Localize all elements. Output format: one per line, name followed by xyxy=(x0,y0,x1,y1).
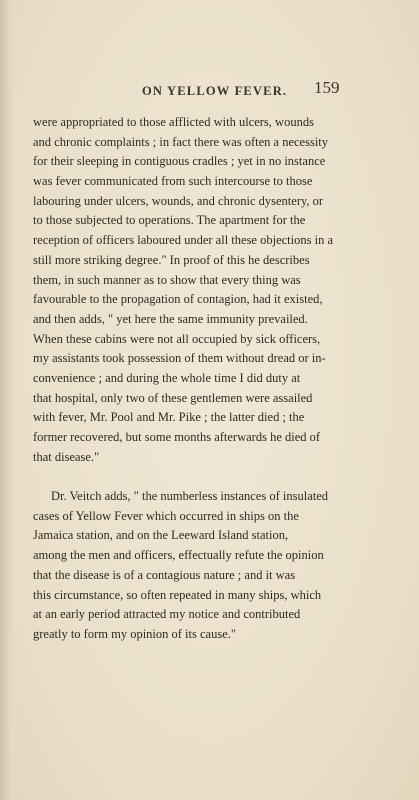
text-line: were appropriated to those afflicted with ulcers, wounds xyxy=(33,115,314,129)
text-line: and then adds, " yet here the same immunity prevailed. xyxy=(33,311,308,326)
text-line: and chronic complaints ; in fact there was often a necessity xyxy=(33,134,329,149)
text-line: labouring under ulcers, wounds, and chronic dysentery, or xyxy=(33,193,324,208)
text-line: greatly to form my opinion of its cause." xyxy=(33,626,236,641)
text-line: former recovered, but some months afterwards he died of xyxy=(33,430,321,444)
text-line: among the men and officers, effectually refute the opinion xyxy=(33,548,324,563)
text-line: favourable to the propagation of contagion, had it existed, xyxy=(33,292,323,307)
text-line: for their sleeping in contiguous cradles ; yet in no instance xyxy=(33,154,326,169)
text-line: When these cabins were not all occupied by sick officers, xyxy=(33,331,321,346)
text-line: cases of Yellow Fever which occurred in ships on the xyxy=(33,508,299,523)
text-line: them, in such manner as to show that every thing was xyxy=(33,272,301,287)
text-line: Jamaica station, and on the Leeward Island station, xyxy=(33,528,289,543)
body-text xyxy=(33,113,373,645)
text-line: still more striking degree." In proof of this he describes xyxy=(33,252,310,267)
text-line: at an early period attracted my notice and contributed xyxy=(33,607,301,622)
text-line: that hospital, only two of these gentlemen were assailed xyxy=(33,390,313,405)
text-line: convenience ; and during the whole time I did duty at xyxy=(33,370,301,385)
text-line: that disease." xyxy=(33,449,100,464)
paragraph-2 xyxy=(33,487,373,645)
page-number: 159 xyxy=(314,78,340,97)
page-gutter-shadow xyxy=(0,0,16,800)
text-line: Dr. Veitch adds, " the numberless instances of insulated xyxy=(51,489,329,504)
text-line: that the disease is of a contagious nature ; and it was xyxy=(33,567,296,582)
text-line: this circumstance, so often repeated in many ships, which xyxy=(33,587,322,602)
text-line: reception of officers laboured under all these objections in a xyxy=(33,233,334,248)
text-line: with fever, Mr. Pool and Mr. Pike ; the latter died ; the xyxy=(33,410,305,425)
running-head xyxy=(0,78,419,104)
text-line: to those subjected to operations. The apartment for the xyxy=(33,213,306,228)
text-line: my assistants took possession of them without dread or in- xyxy=(33,351,326,366)
paragraph-1 xyxy=(33,113,373,467)
text-line: was fever communicated from such intercourse to those xyxy=(33,174,313,189)
running-head-title: ON YELLOW FEVER. xyxy=(142,84,288,98)
